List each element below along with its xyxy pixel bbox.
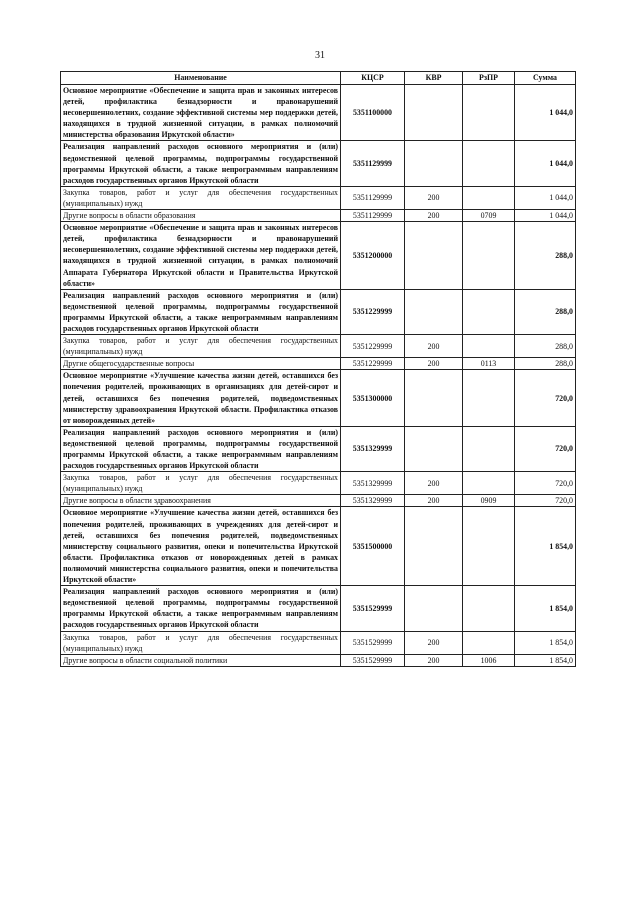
cell-rzpr bbox=[463, 186, 515, 209]
cell-kvr: 200 bbox=[405, 186, 463, 209]
table-row bbox=[61, 335, 576, 358]
cell-kvr: 200 bbox=[405, 654, 463, 666]
cell-kcsr: 5351329999 bbox=[341, 472, 405, 495]
cell-name: Другие общегосударственные вопросы bbox=[61, 358, 341, 370]
header-sum: Сумма bbox=[515, 72, 576, 85]
table-row bbox=[61, 370, 576, 426]
cell-rzpr bbox=[463, 289, 515, 334]
cell-kcsr: 5351529999 bbox=[341, 586, 405, 631]
cell-sum: 288,0 bbox=[515, 222, 576, 290]
cell-sum: 720,0 bbox=[515, 495, 576, 507]
table-row bbox=[61, 495, 576, 507]
cell-name: Закупка товаров, работ и услуг для обеспечения государственных (муниципальных) нужд bbox=[61, 186, 341, 209]
cell-kcsr: 5351129999 bbox=[341, 186, 405, 209]
cell-rzpr bbox=[463, 141, 515, 186]
cell-kcsr: 5351529999 bbox=[341, 654, 405, 666]
cell-kcsr: 5351129999 bbox=[341, 141, 405, 186]
table-row bbox=[61, 426, 576, 471]
table-row bbox=[61, 507, 576, 586]
cell-name: Закупка товаров, работ и услуг для обеспечения государственных (муниципальных) нужд bbox=[61, 335, 341, 358]
table-row bbox=[61, 358, 576, 370]
page-number: 31 bbox=[315, 50, 325, 61]
cell-rzpr bbox=[463, 335, 515, 358]
cell-kcsr: 5351229999 bbox=[341, 289, 405, 334]
cell-kcsr: 5351229999 bbox=[341, 358, 405, 370]
cell-name: Другие вопросы в области социальной политики bbox=[61, 654, 341, 666]
cell-kvr: 200 bbox=[405, 631, 463, 654]
table-header-row bbox=[61, 72, 576, 85]
cell-kcsr: 5351300000 bbox=[341, 370, 405, 426]
cell-sum: 720,0 bbox=[515, 472, 576, 495]
cell-kcsr: 5351129999 bbox=[341, 210, 405, 222]
cell-kcsr: 5351200000 bbox=[341, 222, 405, 290]
table-row bbox=[61, 289, 576, 334]
cell-kcsr: 5351529999 bbox=[341, 631, 405, 654]
cell-sum: 720,0 bbox=[515, 370, 576, 426]
cell-name: Другие вопросы в области образования bbox=[61, 210, 341, 222]
cell-name: Другие вопросы в области здравоохранения bbox=[61, 495, 341, 507]
cell-kvr bbox=[405, 289, 463, 334]
cell-kvr: 200 bbox=[405, 495, 463, 507]
cell-sum: 288,0 bbox=[515, 335, 576, 358]
header-name: Наименование bbox=[61, 72, 341, 85]
header-kcsr: КЦСР bbox=[341, 72, 405, 85]
cell-sum: 720,0 bbox=[515, 426, 576, 471]
cell-rzpr: 1006 bbox=[463, 654, 515, 666]
cell-name: Реализация направлений расходов основного мероприятия и (или) ведомственной целевой программы, подпрограммы государственной программы Иркутской области, а также непрограммным направлениям расходов государственных органов Иркутской области bbox=[61, 586, 341, 631]
cell-kvr: 200 bbox=[405, 210, 463, 222]
cell-rzpr bbox=[463, 586, 515, 631]
cell-rzpr bbox=[463, 426, 515, 471]
cell-rzpr bbox=[463, 222, 515, 290]
cell-kvr: 200 bbox=[405, 472, 463, 495]
cell-rzpr: 0709 bbox=[463, 210, 515, 222]
cell-sum: 1 044,0 bbox=[515, 141, 576, 186]
cell-rzpr: 0113 bbox=[463, 358, 515, 370]
cell-kcsr: 5351100000 bbox=[341, 85, 405, 141]
cell-kvr: 200 bbox=[405, 358, 463, 370]
cell-kvr bbox=[405, 370, 463, 426]
cell-name: Закупка товаров, работ и услуг для обеспечения государственных (муниципальных) нужд bbox=[61, 631, 341, 654]
cell-sum: 1 854,0 bbox=[515, 654, 576, 666]
cell-sum: 1 044,0 bbox=[515, 210, 576, 222]
table-row bbox=[61, 472, 576, 495]
cell-sum: 288,0 bbox=[515, 289, 576, 334]
cell-sum: 1 854,0 bbox=[515, 507, 576, 586]
table-row bbox=[61, 186, 576, 209]
cell-kvr bbox=[405, 507, 463, 586]
cell-sum: 1 854,0 bbox=[515, 586, 576, 631]
table-row bbox=[61, 210, 576, 222]
cell-name: Основное мероприятие «Улучшение качества жизни детей, оставшихся без попечения родителей, проживающих в организациях для детей-сирот и детей, оставшихся без попечения родителей, подведомственных министерству здравоохранения Иркутской области. Профилактика отказов от новорожденных детей» bbox=[61, 370, 341, 426]
table-row bbox=[61, 586, 576, 631]
cell-rzpr bbox=[463, 370, 515, 426]
cell-kcsr: 5351500000 bbox=[341, 507, 405, 586]
cell-kcsr: 5351329999 bbox=[341, 495, 405, 507]
cell-rzpr bbox=[463, 85, 515, 141]
cell-kvr bbox=[405, 141, 463, 186]
table-row bbox=[61, 85, 576, 141]
cell-kcsr: 5351329999 bbox=[341, 426, 405, 471]
cell-kvr: 200 bbox=[405, 335, 463, 358]
table-row bbox=[61, 654, 576, 666]
table-row bbox=[61, 631, 576, 654]
header-kvr: КВР bbox=[405, 72, 463, 85]
cell-name: Основное мероприятие «Улучшение качества жизни детей, оставшихся без попечения родителей, проживающих в учреждениях для детей-сирот и детей, оставшихся без попечения родителей, подведомственных министерству социального развития, опеки и попечительства Иркутской области. Профилактика отказов от новорожденных детей в рамках полномочий министерства социального развития, опеки и попечительства Иркутской области» bbox=[61, 507, 341, 586]
cell-rzpr bbox=[463, 507, 515, 586]
cell-kvr bbox=[405, 85, 463, 141]
cell-rzpr bbox=[463, 631, 515, 654]
cell-name: Реализация направлений расходов основного мероприятия и (или) ведомственной целевой программы, подпрограммы государственной программы Иркутской области, а также непрограммным направлениям расходов государственных органов Иркутской области bbox=[61, 141, 341, 186]
cell-kvr bbox=[405, 426, 463, 471]
cell-sum: 288,0 bbox=[515, 358, 576, 370]
cell-rzpr: 0909 bbox=[463, 495, 515, 507]
cell-kvr bbox=[405, 222, 463, 290]
cell-sum: 1 854,0 bbox=[515, 631, 576, 654]
table-row bbox=[61, 141, 576, 186]
cell-name: Реализация направлений расходов основного мероприятия и (или) ведомственной целевой программы, подпрограммы государственной программы Иркутской области, а также непрограммным направлениям расходов государственных органов Иркутской области bbox=[61, 426, 341, 471]
cell-kcsr: 5351229999 bbox=[341, 335, 405, 358]
cell-name: Основное мероприятие «Обеспечение и защита прав и законных интересов детей, профилактика безнадзорности и правонарушений несовершеннолетних, создание эффективной системы мер поддержки детей, находящихся в трудной жизненной ситуации, в рамках полномочий Аппарата Губернатора Иркутской области и Правительства Иркутской области» bbox=[61, 222, 341, 290]
cell-rzpr bbox=[463, 472, 515, 495]
cell-name: Реализация направлений расходов основного мероприятия и (или) ведомственной целевой программы, подпрограммы государственной программы Иркутской области, а также непрограммным направлениям расходов государственных органов Иркутской области bbox=[61, 289, 341, 334]
budget-table bbox=[60, 71, 576, 667]
header-rzpr: РзПР bbox=[463, 72, 515, 85]
cell-kvr bbox=[405, 586, 463, 631]
cell-sum: 1 044,0 bbox=[515, 85, 576, 141]
table-row bbox=[61, 222, 576, 290]
cell-name: Основное мероприятие «Обеспечение и защита прав и законных интересов детей, профилактика безнадзорности и правонарушений несовершеннолетних, создание эффективной системы мер поддержки детей, находящихся в трудной жизненной ситуации, в рамках полномочий министерства образования Иркутской области» bbox=[61, 85, 341, 141]
cell-sum: 1 044,0 bbox=[515, 186, 576, 209]
cell-name: Закупка товаров, работ и услуг для обеспечения государственных (муниципальных) нужд bbox=[61, 472, 341, 495]
